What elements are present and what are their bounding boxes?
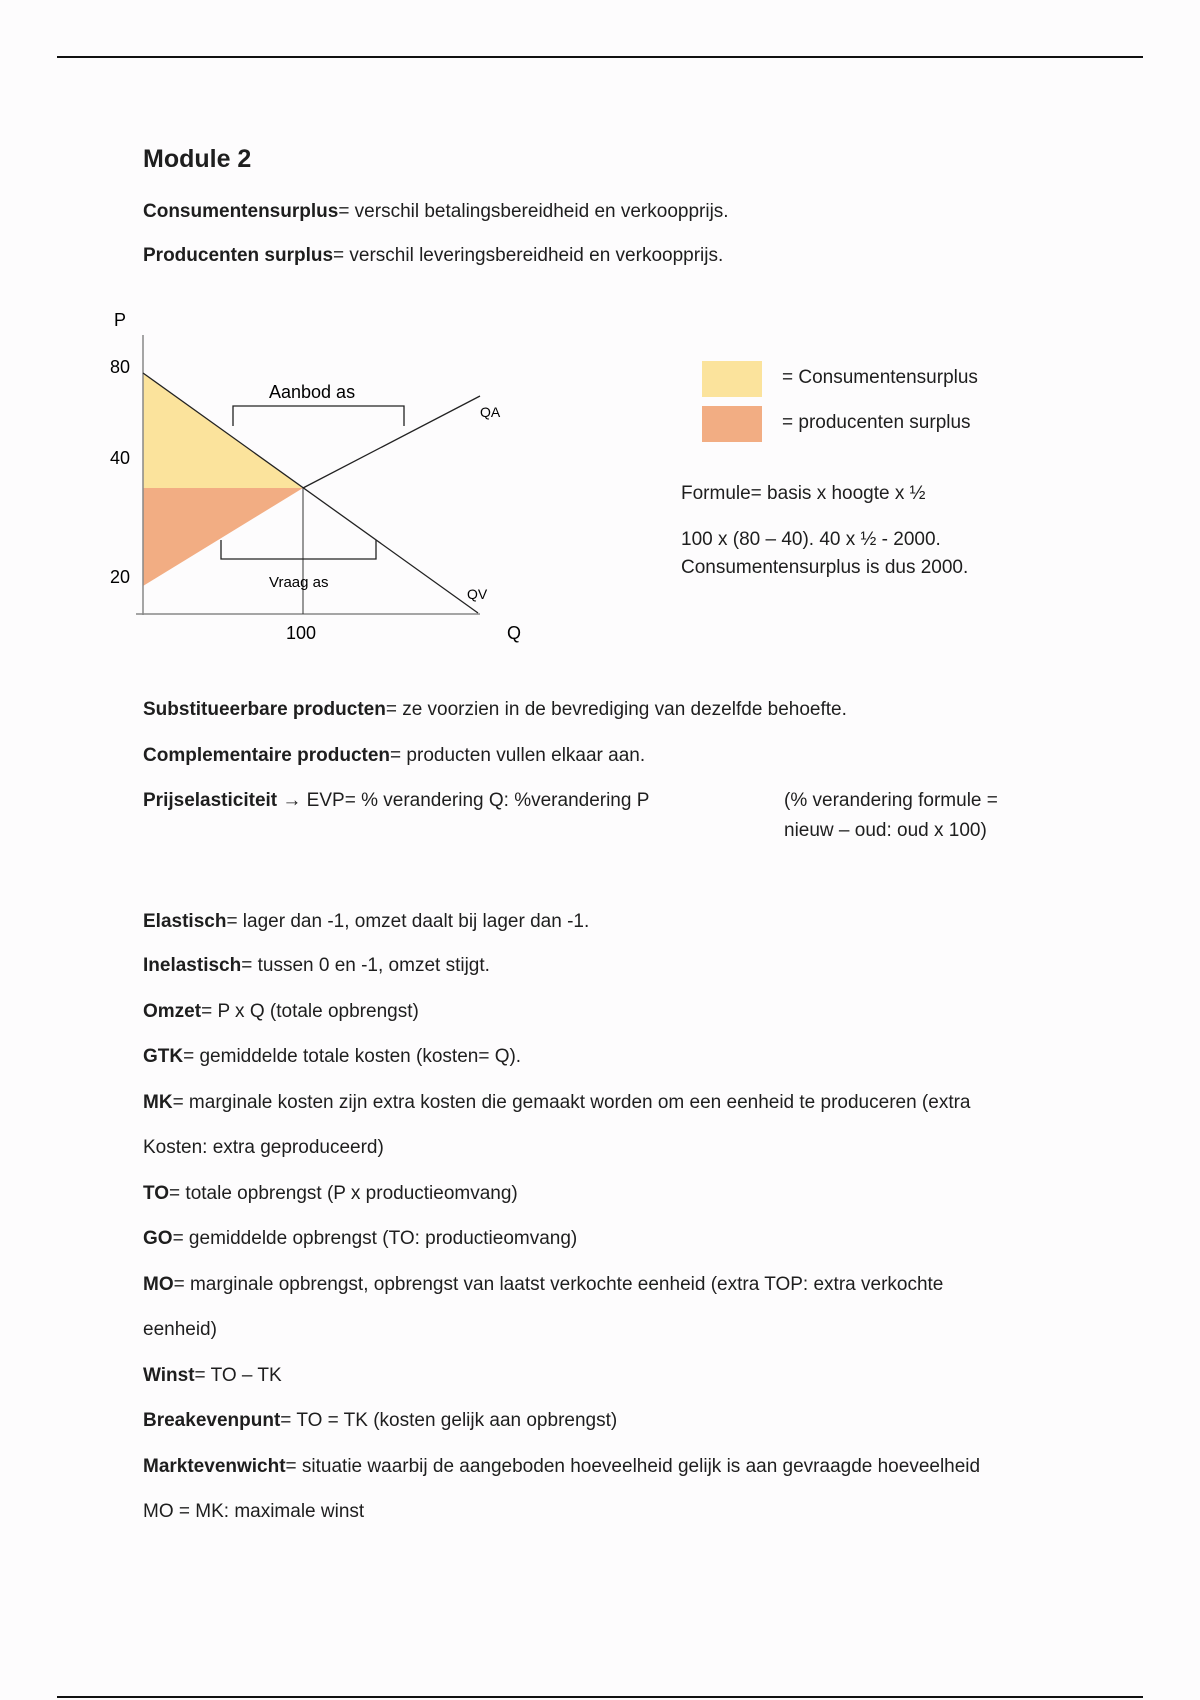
legend-swatch [702, 361, 762, 397]
x-tick-label: 100 [286, 623, 317, 643]
demand-line-label: QV [467, 586, 488, 602]
definition-producentensurplus [143, 244, 723, 268]
y-tick-label: 20 [110, 567, 131, 587]
definition-text: = lager dan -1, omzet daalt bij lager dan -1. [226, 911, 590, 932]
definition-term: Winst [143, 1365, 195, 1386]
definition-to [143, 1182, 518, 1206]
definition-text: = verschil betalingsbereidheid en verkoopprijs. [338, 201, 729, 222]
definition-text: Kosten: extra geproduceerd) [143, 1137, 384, 1158]
definition-inelastisch [143, 954, 490, 978]
definition-prijselasticiteit [143, 789, 649, 813]
supply-bracket-label: Aanbod as [269, 382, 356, 402]
surplus-chart [100, 300, 540, 660]
definition-consumentensurplus [143, 200, 729, 224]
definition-text: = totale opbrengst (P x productieomvang) [169, 1183, 518, 1204]
formula-line: Formule= basis x hoogte x ½ [681, 483, 926, 504]
page-title: Module 2 [143, 145, 252, 173]
formula-calculation: 100 x (80 – 40). 40 x ½ - 2000. [681, 529, 941, 550]
supply-line-label: QA [480, 404, 501, 420]
supply-line [303, 396, 480, 488]
legend-label: = producenten surplus [782, 412, 971, 433]
note-line: nieuw – oud: oud x 100) [784, 820, 987, 841]
definition-winst [143, 1364, 282, 1388]
legend-label: = Consumentensurplus [782, 367, 978, 388]
definition-term: TO [143, 1183, 170, 1204]
definition-text: = TO = TK (kosten gelijk aan opbrengst) [280, 1410, 618, 1431]
percentage-formula-note [784, 786, 998, 846]
supply-bracket [233, 406, 404, 426]
x-axis-label: Q [507, 623, 522, 643]
y-axis-label: P [114, 310, 127, 330]
definition-mo-continued [143, 1318, 217, 1342]
definition-term: GO [143, 1228, 173, 1249]
definition-text: = marginale opbrengst, opbrengst van laatst verkochte eenheid (extra TOP: extra verkochte [173, 1274, 944, 1295]
definition-term: Consumentensurplus [143, 201, 339, 222]
definition-marktevenwicht [143, 1455, 980, 1479]
definition-term: MK [143, 1092, 173, 1113]
definition-term: Producenten surplus [143, 245, 334, 266]
definition-go [143, 1227, 577, 1251]
y-tick-label: 40 [110, 448, 131, 468]
definition-text: = situatie waarbij de aangeboden hoeveelheid gelijk is aan gevraagde hoeveelheid [285, 1456, 981, 1477]
definition-maximale-winst [143, 1500, 364, 1524]
definition-term: Elastisch [143, 911, 227, 932]
definition-term: Marktevenwicht [143, 1456, 286, 1477]
note-line: (% verandering formule = [784, 790, 998, 811]
definition-text: = verschil leveringsbereidheid en verkoopprijs. [333, 245, 724, 266]
y-tick-label: 80 [110, 357, 131, 377]
definition-substitueerbare-producten [143, 698, 847, 722]
definition-text: = TO – TK [194, 1365, 282, 1386]
definition-text: = P x Q (totale opbrengst) [201, 1001, 419, 1022]
definition-text: MO = MK: maximale winst [143, 1501, 365, 1522]
legend-swatch [702, 406, 762, 442]
definition-text: = gemiddelde opbrengst (TO: productieomvang) [172, 1228, 578, 1249]
producer-surplus-area [143, 488, 303, 586]
definition-gtk [143, 1045, 521, 1069]
definition-text: = gemiddelde totale kosten (kosten= Q). [183, 1046, 522, 1067]
definition-breakevenpunt [143, 1409, 617, 1433]
definition-complementaire-producten [143, 744, 645, 768]
definition-text: eenheid) [143, 1319, 217, 1340]
definition-text: = producten vullen elkaar aan. [390, 745, 646, 766]
definition-text: → EVP= % verandering Q: %verandering P [277, 790, 650, 811]
definition-term: Prijselasticiteit [143, 790, 278, 811]
definition-term: Inelastisch [143, 955, 242, 976]
definition-term: Breakevenpunt [143, 1410, 281, 1431]
definition-term: Substitueerbare producten [143, 699, 386, 720]
definition-elastisch [143, 910, 589, 934]
definition-text: = marginale kosten zijn extra kosten die gemaakt worden om een eenheid te produceren (extra [172, 1092, 971, 1113]
formula-conclusion: Consumentensurplus is dus 2000. [681, 557, 969, 578]
definition-term: GTK [143, 1046, 184, 1067]
definition-text: = tussen 0 en -1, omzet stijgt. [241, 955, 490, 976]
definition-omzet [143, 1000, 419, 1024]
definition-mk [143, 1091, 971, 1115]
definition-mk-continued [143, 1136, 384, 1160]
definition-term: Complementaire producten [143, 745, 391, 766]
demand-bracket-label: Vraag as [269, 574, 329, 591]
definition-term: Omzet [143, 1001, 202, 1022]
definition-mo [143, 1273, 943, 1297]
definition-text: = ze voorzien in de bevrediging van dezelfde behoefte. [385, 699, 847, 720]
definition-term: MO [143, 1274, 174, 1295]
top-rule [57, 56, 1143, 58]
bottom-rule [57, 1696, 1143, 1698]
demand-bracket [221, 540, 376, 559]
